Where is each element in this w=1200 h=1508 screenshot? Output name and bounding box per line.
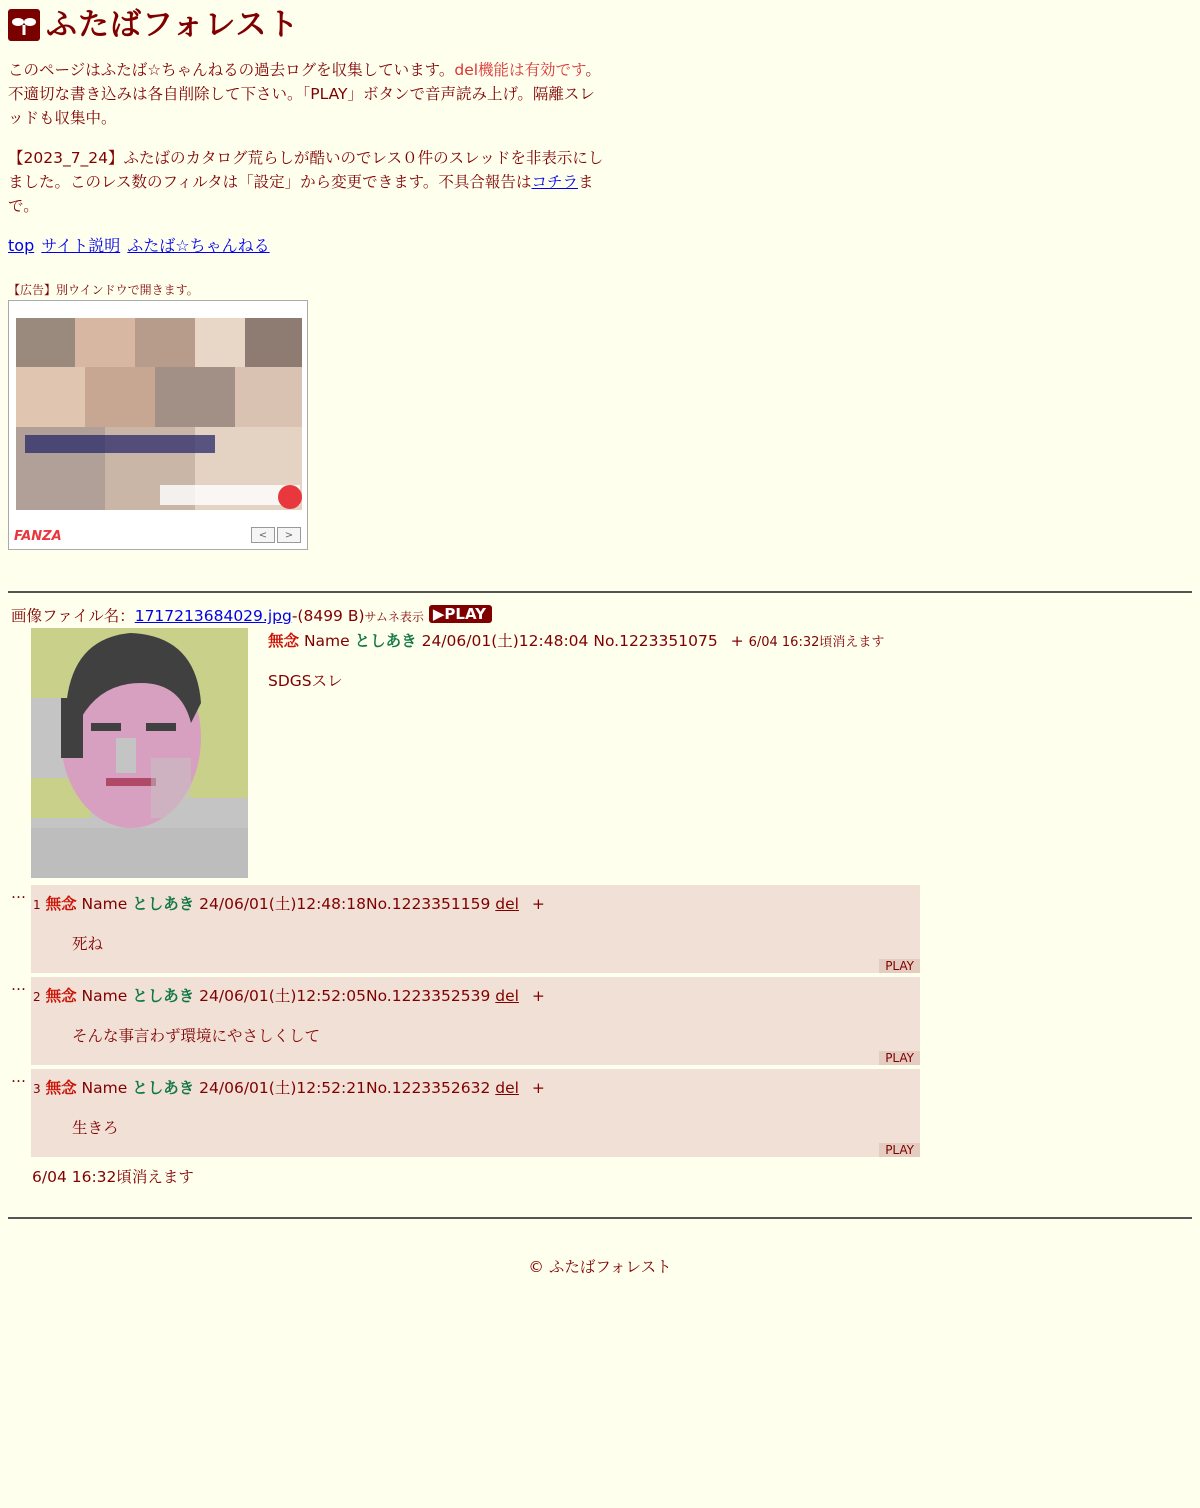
- reply-3-del-link[interactable]: del: [495, 1079, 519, 1097]
- op-name: としあき: [354, 632, 417, 650]
- ad-label: 【広告】別ウインドウで開きます。: [8, 283, 199, 297]
- fanza-logo: FANZA: [14, 529, 62, 544]
- nav-link-about[interactable]: サイト説明: [41, 236, 121, 255]
- reply-2-header: 2 無念 Name としあき 24/06/01(土)12:52:05No.1223352539 del +: [33, 987, 545, 1005]
- reply-3-play-button[interactable]: PLAY: [879, 1143, 920, 1157]
- op-body: SDGSスレ: [268, 672, 343, 690]
- reply-2-plus-button[interactable]: +: [531, 987, 545, 1005]
- thumb-toggle[interactable]: サムネ表示: [364, 610, 424, 624]
- nav-links: [8, 234, 1192, 258]
- nav-link-futaba[interactable]: ふたば☆ちゃんねる: [127, 236, 270, 255]
- op-subject: 無念: [268, 632, 300, 650]
- nav-link-top[interactable]: top: [8, 236, 35, 255]
- play-triangle-icon: ▶: [432, 605, 445, 623]
- op-plus-button[interactable]: +: [730, 632, 744, 650]
- reply-1-del-link[interactable]: del: [495, 895, 519, 913]
- thread-expire: 6/04 16:32頃消えます: [32, 1168, 194, 1186]
- op-header: 無念 Name としあき 24/06/01(土)12:48:04 No.1223351075 + 6/04 16:32頃消えます: [268, 632, 885, 650]
- reply-3-plus-button[interactable]: +: [531, 1079, 545, 1097]
- ad-prev-button[interactable]: <: [251, 527, 275, 543]
- file-link[interactable]: 1717213684029.jpg: [134, 607, 292, 625]
- site-header: [8, 8, 1192, 42]
- update-notice: 【2023_7_24】ふたばのカタログ荒らしが酷いのでレス０件のスレッドを非表示にしました。このレス数のフィルタは「設定」から変更できます。不具合報告はコチラまで。: [8, 149, 604, 215]
- ad-image[interactable]: [15, 317, 303, 511]
- reply-2-del-link[interactable]: del: [495, 987, 519, 1005]
- op-datetime: 24/06/01(土)12:48:04: [421, 632, 589, 650]
- reply-2-play-button[interactable]: PLAY: [879, 1051, 920, 1065]
- op-expire: 6/04 16:32頃消えます: [748, 635, 885, 650]
- reply-1-plus-button[interactable]: +: [531, 895, 545, 913]
- reply-2-body: そんな事言わず環境にやさしくして: [72, 1027, 321, 1045]
- ad-nav: [251, 527, 301, 543]
- sprout-logo-icon: [8, 9, 40, 41]
- reply-3-menu[interactable]: …: [11, 1068, 26, 1086]
- footer-copyright: © ふたばフォレスト: [528, 1258, 672, 1276]
- site-notice: このページはふたば☆ちゃんねるの過去ログを収集しています。del機能は有効です。不適切な書き込みは各自削除して下さい。「PLAY」ボタンで音声読み上げ。隔離スレッドも収集中。: [8, 61, 601, 127]
- divider-bottom: [8, 1217, 1192, 1219]
- ad-next-button[interactable]: >: [277, 527, 301, 543]
- reply-2-menu[interactable]: …: [11, 976, 26, 994]
- reply-1: [31, 885, 920, 973]
- reply-1-body: 死ね: [72, 935, 104, 953]
- reply-1-header: 1 無念 Name としあき 24/06/01(土)12:48:18No.1223351159 del +: [33, 895, 545, 913]
- reply-2: [31, 977, 920, 1065]
- op-thumbnail[interactable]: [31, 628, 248, 878]
- ad-banner[interactable]: [8, 300, 308, 550]
- site-title: ふたばフォレスト: [46, 7, 300, 43]
- file-info: 画像ファイル名：1717213684029.jpg-(8499 B)サムネ表示 ▶PLAY: [11, 605, 492, 628]
- op-play-button[interactable]: ▶PLAY: [429, 605, 492, 623]
- reply-3: [31, 1069, 920, 1157]
- reply-1-play-button[interactable]: PLAY: [879, 959, 920, 973]
- reply-3-header: 3 無念 Name としあき 24/06/01(土)12:52:21No.1223352632 del +: [33, 1079, 545, 1097]
- reply-3-body: 生きろ: [72, 1119, 119, 1137]
- reply-1-menu[interactable]: …: [11, 884, 26, 902]
- bug-report-link[interactable]: コチラ: [531, 173, 578, 191]
- op-number[interactable]: No.1223351075: [593, 632, 718, 650]
- divider-top: [8, 591, 1192, 593]
- del-enabled-notice: del機能は有効です: [454, 61, 586, 79]
